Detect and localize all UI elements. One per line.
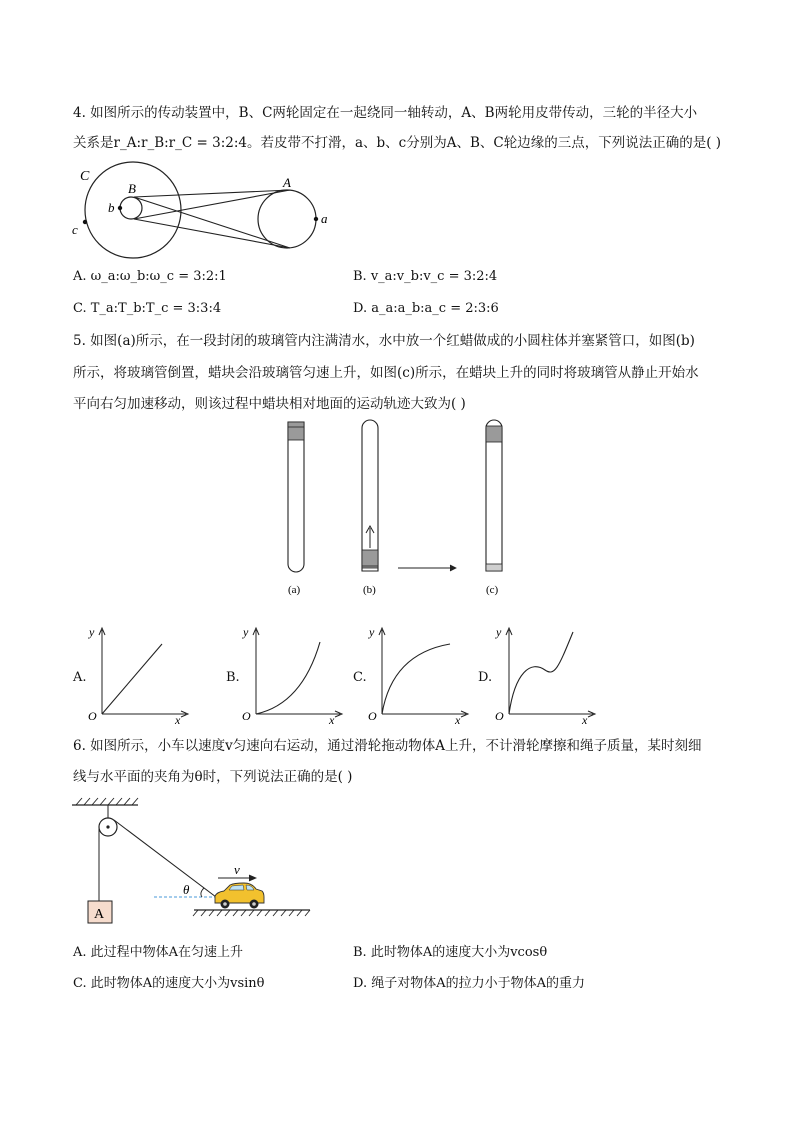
q6-stem-line1: 6. 如图所示，小车以速度v匀速向右运动，通过滑轮拖动物体A上升，不计滑轮摩擦和绳子质量，某时刻细: [73, 738, 702, 754]
trajectory-curve: [256, 642, 320, 714]
tube-a: [288, 422, 304, 572]
label-a: a: [321, 211, 328, 226]
wheel-a: [258, 190, 316, 248]
belt-top: [134, 190, 290, 197]
point-b: [118, 206, 122, 210]
point-a: [314, 217, 318, 221]
q5-option-c-label[interactable]: C.: [353, 670, 367, 685]
wheel-c: [85, 162, 181, 258]
label-b: b: [108, 200, 115, 215]
q5-stem-line3: 平向右匀加速移动，则该过程中蜡块相对地面的运动轨迹大致为( ): [73, 396, 466, 412]
wax-block-a: [288, 422, 304, 440]
svg-text:O: O: [242, 709, 251, 723]
svg-text:x: x: [329, 713, 335, 726]
q5-graph-d[interactable]: [493, 622, 603, 726]
q5-graph-a[interactable]: [86, 622, 196, 726]
q5-stem-line2: 所示，将玻璃管倒置，蜡块会沿玻璃管匀速上升，如图(c)所示，在蜡块上升的同时将玻璃管从静止开始水: [73, 365, 699, 381]
q5-tube-figure: [280, 416, 520, 601]
svg-text:A: A: [94, 907, 105, 922]
wax-block-c: [486, 426, 502, 442]
label-A: A: [283, 175, 291, 190]
q6-option-b[interactable]: B. 此时物体A的速度大小为vcosθ: [353, 945, 548, 960]
tube-b: [362, 420, 378, 571]
svg-text:y: y: [243, 625, 249, 639]
caption-b: (b): [363, 584, 376, 596]
tube-c: [486, 420, 502, 571]
q4-pulley-figure: [68, 160, 348, 260]
q4-stem-line1: 4. 如图所示的传动装置中，B、C两轮固定在一起绕同一轴转动，A、B两轮用皮带传动，三轮的半径大小: [73, 105, 698, 121]
q6-option-c[interactable]: C. 此时物体A的速度大小为vsinθ: [73, 976, 265, 991]
caption-c: (c): [486, 584, 499, 596]
q6-stem-line2: 线与水平面的夹角为θ时，下列说法正确的是( ): [73, 769, 353, 785]
svg-text:x: x: [455, 713, 461, 726]
q5-option-b-label[interactable]: B.: [226, 670, 240, 685]
trajectory-curve: [509, 632, 573, 714]
q4-option-d[interactable]: D. a_a:a_b:a_c = 2:3:6: [353, 301, 499, 316]
point-c: [83, 220, 87, 224]
wheel-b: [120, 197, 142, 219]
q5-graph-b[interactable]: [240, 622, 350, 726]
q5-option-d-label[interactable]: D.: [478, 670, 493, 685]
angle-arc: [201, 888, 204, 897]
q4-option-c[interactable]: C. T_a:T_b:T_c = 3:3:4: [73, 301, 222, 316]
q4-option-a[interactable]: A. ω_a:ω_b:ω_c = 3:2:1: [73, 269, 227, 284]
label-B: B: [128, 181, 136, 196]
wax-block-b: [362, 550, 378, 568]
q6-option-d[interactable]: D. 绳子对物体A的拉力小于物体A的重力: [353, 976, 586, 991]
q4-option-b[interactable]: B. v_a:v_b:v_c = 3:2:4: [353, 269, 498, 284]
belt-cross-1: [134, 219, 290, 248]
svg-text:x: x: [582, 713, 588, 726]
q5-graph-c[interactable]: [366, 622, 476, 726]
car-icon: [215, 883, 264, 909]
q6-option-a[interactable]: A. 此过程中物体A在匀速上升: [73, 945, 244, 960]
svg-text:x: x: [175, 713, 181, 726]
svg-text:y: y: [369, 625, 375, 639]
label-v: v: [234, 862, 240, 877]
svg-text:y: y: [89, 625, 95, 639]
label-C: C: [80, 169, 90, 184]
svg-text:y: y: [496, 625, 502, 639]
label-theta: θ: [183, 882, 190, 897]
q4-stem-line2: 关系是r_A:r_B:r_C = 3:2:4。若皮带不打滑，a、b、c分别为A、B、C轮边缘的三点，下列说法正确的是( ): [73, 135, 722, 151]
svg-text:O: O: [88, 709, 97, 723]
q5-option-a-label[interactable]: A.: [73, 670, 87, 685]
caption-a: (a): [288, 584, 301, 596]
rope-slanted: [114, 820, 216, 897]
svg-text:O: O: [368, 709, 377, 723]
svg-text:O: O: [495, 709, 504, 723]
q5-stem-line1: 5. 如图(a)所示，在一段封闭的玻璃管内注满清水，水中放一个红蜡做成的小圆柱体并塞紧管口，如图(b): [73, 333, 695, 349]
label-c: c: [72, 222, 78, 237]
q6-pulley-figure: [68, 795, 328, 930]
trajectory-curve: [382, 644, 450, 714]
trajectory-line: [102, 644, 162, 714]
